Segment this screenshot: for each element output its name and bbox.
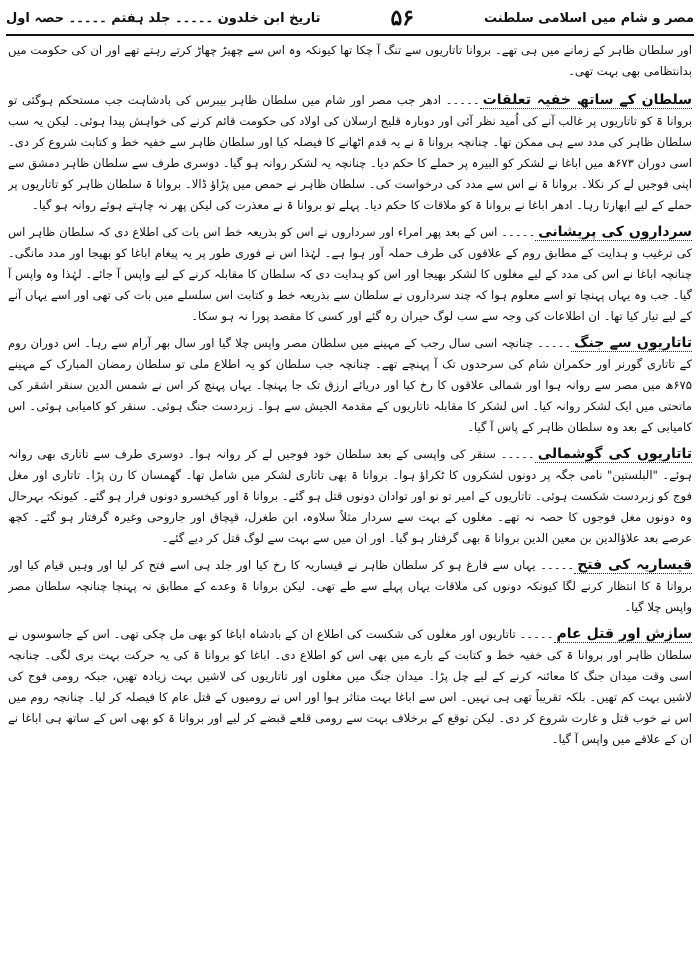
page-number: ۵۶ bbox=[390, 5, 415, 31]
section-heading: تاتاریوں سے جنگ bbox=[571, 335, 692, 352]
section-paragraph bbox=[8, 222, 692, 327]
section-heading: تاتاریوں کی گوشمالی bbox=[535, 446, 692, 463]
book-title: تاریخ ابن خلدون ۔۔۔۔۔ جلد ہفتم ۔۔۔۔۔ حصہ اول bbox=[6, 10, 321, 26]
section-paragraph bbox=[8, 444, 692, 549]
page-header bbox=[6, 2, 694, 36]
section-paragraph bbox=[8, 555, 692, 618]
intro-text: اور سلطان ظاہر کے زمانے میں ہی تھے۔ بروانا تاتاریوں سے تنگ آ چکا تھا کیونکہ وہ اس سے چھیڑ چھاڑ کرتے رہتے تھے اور ان کی حکومت میں بدانتظامی بھی بہت تھی۔ bbox=[8, 43, 692, 78]
page-body bbox=[8, 40, 692, 973]
section-text: ۔۔۔۔۔ یہاں سے فارغ ہو کر سلطان ظاہر نے قیساریہ کا رخ کیا اور جلد ہی اسے فتح کر لیا اور وہیں قیام کیا اور بروانا ۃ کا انتظار کرنے لگا کیونکہ دونوں کی ملاقات یہاں پہلے سے طے تھی۔ لیکن بروانا ۃ وعدے کے مطابق نہ پہنچا چنانچہ سلطان مصر واپس چلا گیا۔ bbox=[8, 558, 692, 614]
section-heading: قیساریہ کی فتح bbox=[574, 557, 692, 574]
section-heading: سلطان کے ساتھ خفیہ تعلقات bbox=[480, 92, 692, 109]
section-text: ۔۔۔۔۔ اس کے بعد پھر امراء اور سرداروں نے اس کو بذریعہ خط اس بات کی اطلاع دی کہ سلطان ظاہر اس کی ترغیب و ہدایت کے مطابق روم کے علاقوں کی طرف حملہ آور ہوا ہے۔ لہٰذا اس نے فوری طور پر یہ پیغام اباغا کو بھیجا اور مدد مانگی۔ چنانچہ اباغا نے اس کی مدد کے لیے مغلوں کا لشکر بھیجا اور اس کو ہدایت دی کہ سلطان کا مقابلہ کرنے کے لیے واپس آ جائے۔ لہٰذا وہ واپس آ گیا۔ جب وہ یہاں پہنچا تو اسے معلوم ہوا کہ چند سرداروں نے سلطان سے بذریعہ خط و کتابت اس سلسلے میں بات کی تھی اور اسے یہاں آنے کے لیے تیار کیا تھا۔ ان اطلاعات کی وجہ سے سب لوگ حیران رہ گئے اور کسی کا مقصد پورا نہ ہو سکا۔ bbox=[8, 225, 692, 323]
section-text: ۔۔۔۔۔ ادھر جب مصر اور شام میں سلطان ظاہر بیبرس کی بادشاہت جب مستحکم ہوگئی تو بروانا ۃ کو تاتاریوں پر غالب آنے کی اُمید نظر آئی اور دوبارہ قلیج ارسلان کی اولاد کی حکومت قائم کرنے کی خواہش پیدا ہوئی۔ لیکن یہ سب سلطان ظاہر کی مدد سے ہی ممکن تھا۔ چنانچہ بروانا ۃ نے یہ قدم اٹھانے کا فیصلہ کیا اور سلطان ظاہر سے خفیہ خط و کتابت شروع کر دی۔ اسی دوران ۶۷۳ھ میں اباغا نے لشکر کو البیرہ پر حملے کا حکم دیا۔ چنانچہ یہ لشکر روانہ ہو گیا۔ دوسری طرف سے سلطان ظاہر دمشق سے اپنی فوجیں لے کر نکلا۔ بروانا ۃ نے اس سے مدد کی درخواست کی۔ سلطان ظاہر نے حمص میں پڑاؤ ڈالا۔ بروانا ۃ سلطان ظاہر کو تاتاریوں پر حملے کے لیے ابھارتا رہا۔ ادھر اباغا نے بروانا ۃ کو ملاقات کا حکم دیا۔ پہلے تو بروانا ۃ نے معذرت کی لیکن پھر نہ چاہتے ہوئے روانہ ہو گیا۔ bbox=[8, 93, 692, 212]
section-text: ۔۔۔۔۔ تاتاریوں اور مغلوں کی شکست کی اطلاع ان کے بادشاہ اباغا کو بھی مل چکی تھی۔ اس کے جاسوسوں نے سلطان ظاہر اور بروانا ۃ کی خفیہ خط و کتابت کے بارے میں بھی اس کو اطلاع دی۔ اباغا کو بروانا ۃ کی یہ حرکت بہت بری لگی۔ چنانچہ اسی وقت میدان جنگ کا معائنہ کرنے کے لیے چل پڑا۔ میدان جنگ میں مغلوں اور تاتاریوں کی لاشیں بہت زیادہ تھیں، جبکہ رومی فوج کی لاشیں بہت کم تھیں۔ بلکہ تقریباً تھی ہی نہیں۔ اس سے اباغا بہت متاثر ہوا اور اس نے رومیوں کے قتل عام کا فیصلہ کر لیا۔ چنانچہ روم میں اس نے خوب قتل و غارت شروع کر دی۔ لیکن توقع کے برخلاف بہت سے رومی قلعے قبضے کر لیے اور بروانا ۃ کو بھی اس کے ساتھ ہی اباغا نے ان کے علاقے میں واپس آ گیا۔ bbox=[8, 627, 692, 746]
section-heading: سازش اور قتل عام bbox=[554, 626, 693, 643]
section-paragraph bbox=[8, 333, 692, 438]
section-paragraph bbox=[8, 624, 692, 750]
section-text: ۔۔۔۔۔ چنانچہ اسی سال رجب کے مہینے میں سلطان مصر واپس چلا گیا اور سال بھر آرام سے رہا۔ اس دوران روم کے تاتاری گورنر اور حکمران شام کی سرحدوں تک آ پہنچے تھے۔ چنانچہ جب سلطان کو یہ اطلاع ملی تو سلطان رمضان المبارک کے مہینے ۶۷۵ھ میں مصر سے روانہ ہوا اور شمالی علاقوں کا رخ کیا اور دریائے ارزق تک جا پہنچا۔ یہاں پہنچ کر اس نے شمس الدین سنقر اشقر کی ماتحتی میں ایک لشکر روانہ کیا۔ اس لشکر کا مقابلہ تاتاریوں کے مقدمۃ الجیش سے ہوا۔ زبردست جنگ ہوئی۔ سنقر کو کامیابی ہوئی۔ اس کامیابی کے بعد وہ سلطان ظاہر کے پاس آ گیا۔ bbox=[8, 336, 692, 434]
section-text: ۔۔۔۔۔ سنقر کی واپسی کے بعد سلطان خود فوجیں لے کر روانہ ہوا۔ دوسری طرف سے تاتاری بھی روانہ ہوئے۔ "البلستین" نامی جگہ پر دونوں لشکروں کا ٹکراؤ ہوا۔ بروانا ۃ بھی تاتاری لشکر میں شامل تھا۔ گھمسان کا رن پڑا۔ تاتاری اور مغل فوج کو زبردست شکست ہوئی۔ تاتاریوں کے امیر تو نو اور توادان دونوں قتل ہو گئے۔ بروانا ۃ اور کیخسرو دونوں فرار ہو گئے۔ کیونکہ بہرحال وہ دونوں مغل فوجوں کا حصہ نہ تھے۔ مغلوں کے بہت سے سردار مثلاً سلاوہ، ابن طغرل، قپچاق اور جاروحی وغیرہ گرفتار ہو گئے۔ کچھ عرصے بعد علاؤالدین بن معین الدین بروانا ۃ بھی گرفتار ہو گیا۔ اور ان میں سے بہت سے لوگ قتل کر دیے گئے۔ bbox=[8, 447, 692, 545]
section-heading: سرداروں کی پریشانی bbox=[535, 224, 692, 241]
section-title: مصر و شام میں اسلامی سلطنت bbox=[483, 10, 694, 26]
intro-paragraph bbox=[8, 40, 692, 82]
section-paragraph bbox=[8, 90, 692, 216]
